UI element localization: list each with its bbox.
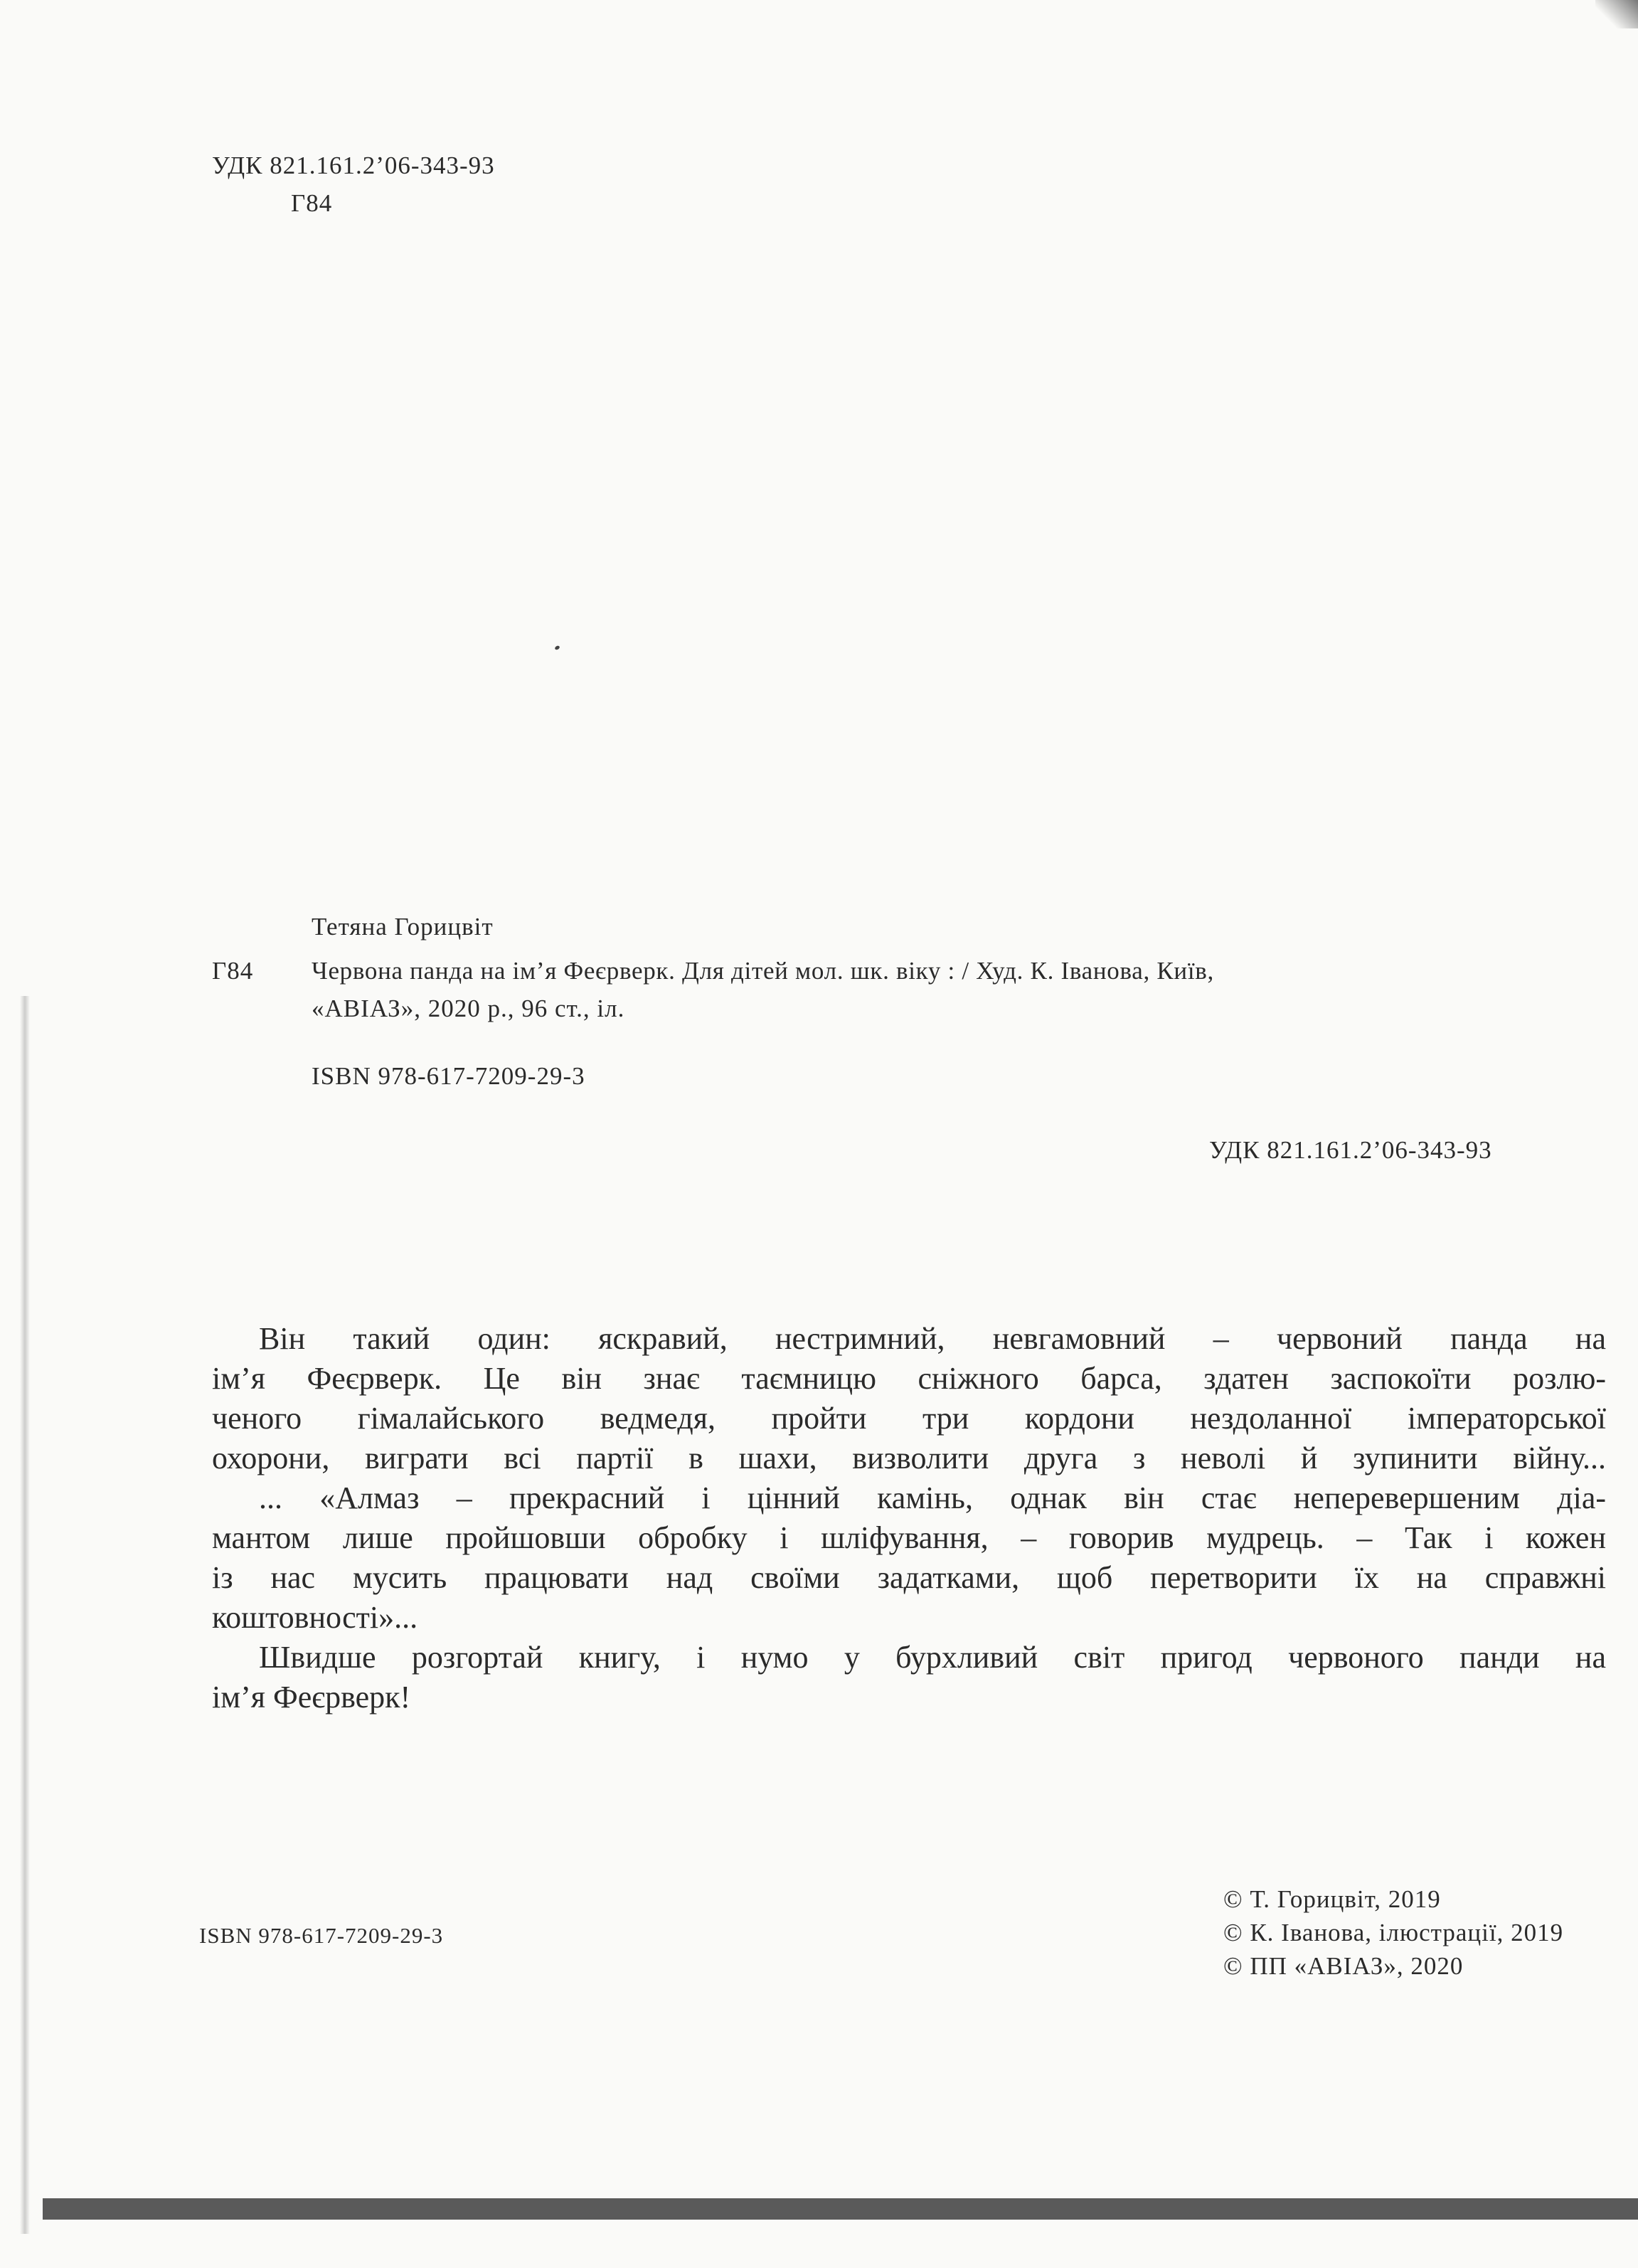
author-mark-header: Г84: [291, 189, 333, 217]
annotation-line: ченого гімалайського ведмедя, пройти три кордони нездоланної імператорської: [212, 1401, 1606, 1436]
catalog-description-line-2: «АВІАЗ», 2020 р., 96 ст., іл.: [312, 995, 625, 1022]
scan-left-edge: [20, 996, 30, 2234]
catalog-udk: УДК 821.161.2’06-343-93: [1209, 1136, 1492, 1164]
catalog-isbn: ISBN 978-617-7209-29-3: [312, 1062, 585, 1090]
scan-speck: [554, 645, 560, 651]
annotation-line: коштовності»...: [212, 1600, 418, 1635]
footer-isbn: ISBN 978-617-7209-29-3: [199, 1923, 444, 1948]
annotation-line: мантом лише пройшовши обробку і шліфування, – говорив мудрець. – Так і кожен: [212, 1520, 1606, 1555]
annotation-line: ім’я Феєрверк. Це він знає таємницю сніжного барса, здатен заспокоїти розлю-: [212, 1361, 1606, 1396]
catalog-description-line-1: Червона панда на ім’я Феєрверк. Для дітей мол. шк. віку : / Худ. К. Іванова, Київ,: [312, 957, 1214, 985]
annotation-line: Він такий один: яскравий, нестримний, невгамовний – червоний панда на: [259, 1321, 1606, 1356]
annotation-line: Швидше розгортай книгу, і нумо у бурхливий світ пригод червоного панди на: [259, 1640, 1606, 1675]
scan-bottom-edge: [43, 2198, 1638, 2220]
udk-header-code: УДК 821.161.2’06-343-93: [212, 152, 495, 179]
annotation-line: із нас мусить працювати над своїми задатками, щоб перетворити їх на справжні: [212, 1560, 1606, 1595]
annotation-line: ... «Алмаз – прекрасний і цінний камінь, однак він стає неперевершеним діа-: [259, 1480, 1606, 1515]
annotation: [212, 1319, 1606, 1717]
catalog-author: Тетяна Горицвіт: [312, 913, 494, 940]
annotation-line: охорони, виграти всі партії в шахи, визволити друга з неволі й зупинити війну...: [212, 1441, 1606, 1475]
copyright-publisher: © ПП «АВІАЗ», 2020: [1223, 1952, 1464, 1980]
catalog-author-mark: Г84: [212, 957, 254, 985]
copyright-author: © Т. Горицвіт, 2019: [1223, 1885, 1441, 1913]
copyright-illustrator: © К. Іванова, ілюстрації, 2019: [1223, 1919, 1564, 1946]
annotation-line: ім’я Феєрверк!: [212, 1680, 411, 1715]
scan-corner-mark: [1595, 0, 1638, 28]
